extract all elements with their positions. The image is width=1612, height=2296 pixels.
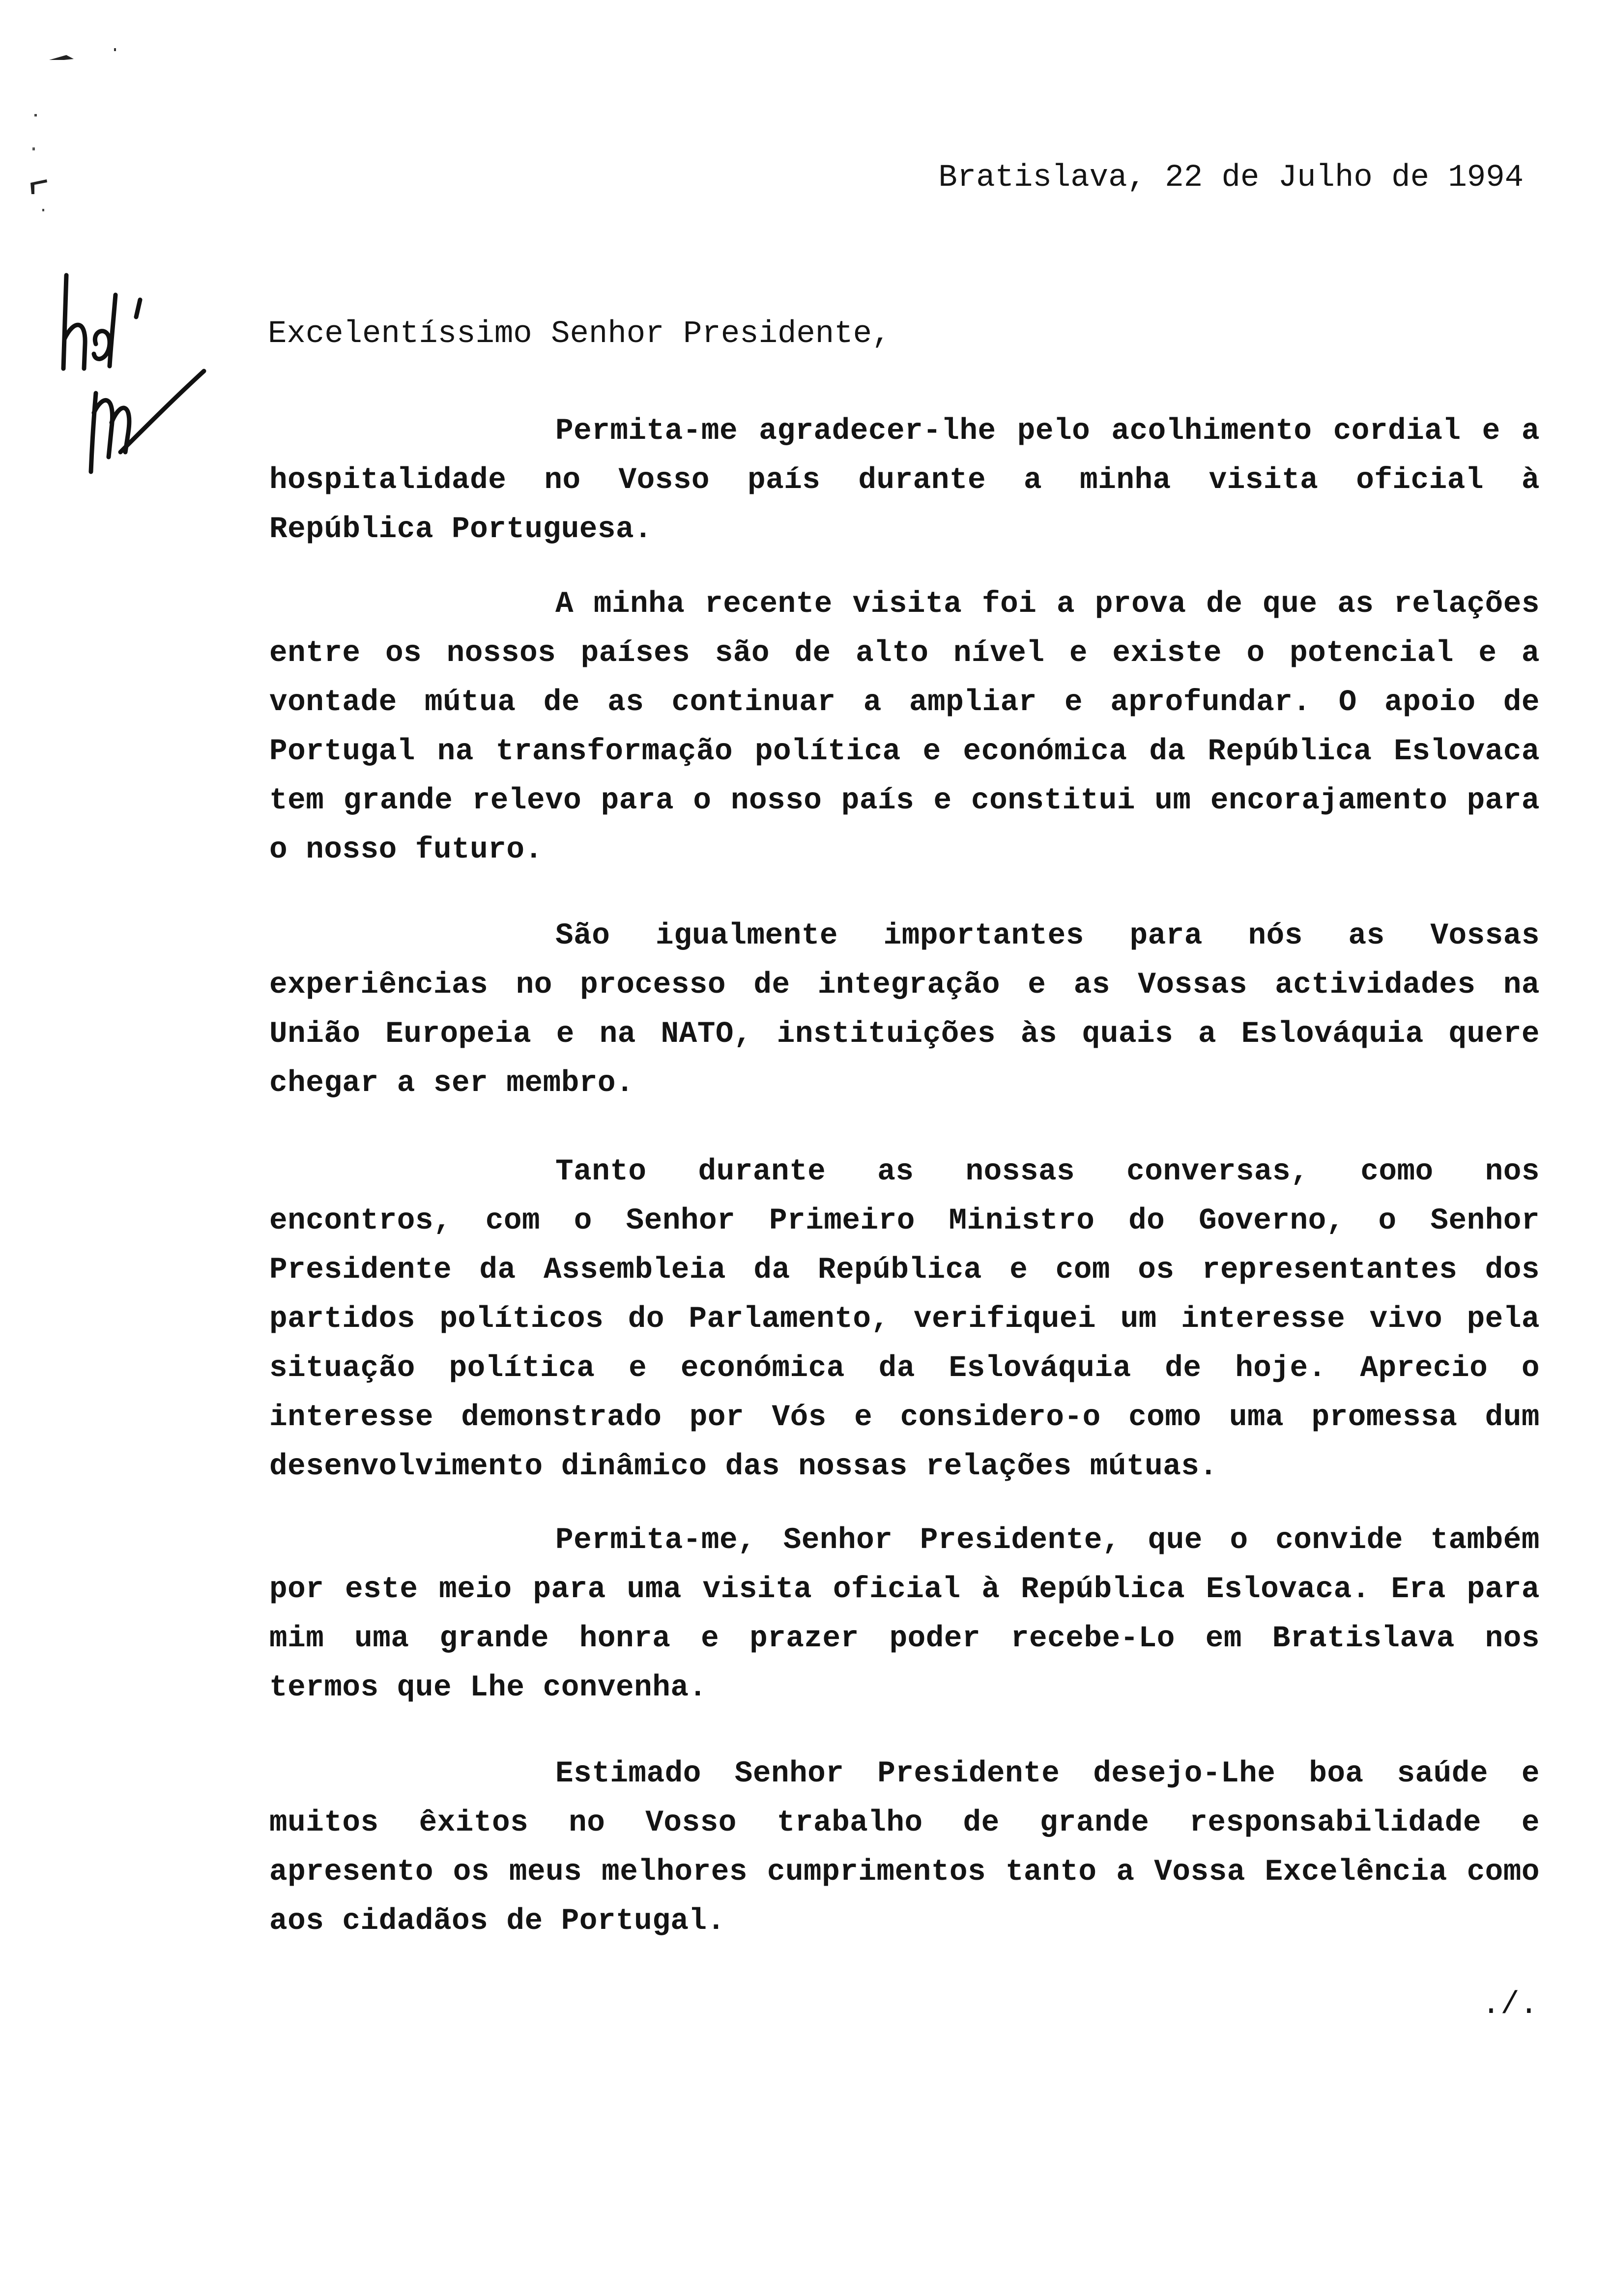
paragraph-wishes: Estimado Senhor Presidente desejo-Lhe boa saúde e muitos êxitos no Vosso trabalho de grande responsabilidade e apresento os meus melhores cumprimentos tanto a Vossa Excelência como aos cidadãos de Portugal. <box>269 1757 1540 1938</box>
handwritten-initials <box>47 265 224 482</box>
margin-marks <box>0 0 147 246</box>
salutation: Excelentíssimo Senhor Presidente, <box>268 316 891 352</box>
paragraph-thanks: Permita-me agradecer-lhe pelo acolhimento cordial e a hospitalidade no Vosso país durante a minha visita oficial à República Portuguesa. <box>269 414 1540 546</box>
continuation-mark: ./. <box>1481 1987 1538 2023</box>
paragraph-invitation: Permita-me, Senhor Presidente, que o convide também por este meio para uma visita oficial à República Eslovaca. Era para mim uma grande honra e prazer poder recebe-Lo em Bratislava nos termos que Lhe convenha. <box>269 1523 1540 1705</box>
date-line: Bratislava, 22 de Julho de 1994 <box>938 160 1524 196</box>
paragraph-visit: A minha recente visita foi a prova de que as relações entre os nossos países são de alto nível e existe o potencial e a vontade mútua de as continuar a ampliar e aprofundar. O apoio de Portugal na transformação política e económica da República Eslovaca tem grande relevo para o nosso país e constitui um encorajamento para o nosso futuro. <box>269 587 1540 867</box>
paragraph-integration: São igualmente importantes para nós as Vossas experiências no processo de integração e as Vossas actividades na União Europeia e na NATO, instituições às quais a Eslováquia quere chegar a ser membro. <box>269 919 1540 1100</box>
paragraph-conversations: Tanto durante as nossas conversas, como nos encontros, com o Senhor Primeiro Ministro do Governo, o Senhor Presidente da Assembleia da República e com os representantes dos partidos políticos do Parlamento, verifiquei um interesse vivo pela situação política e económica da Eslováquia de hoje. Aprecio o interesse demonstrado por Vós e considero-o como uma promessa dum desenvolvimento dinâmico das nossas relações mútuas. <box>269 1155 1540 1484</box>
